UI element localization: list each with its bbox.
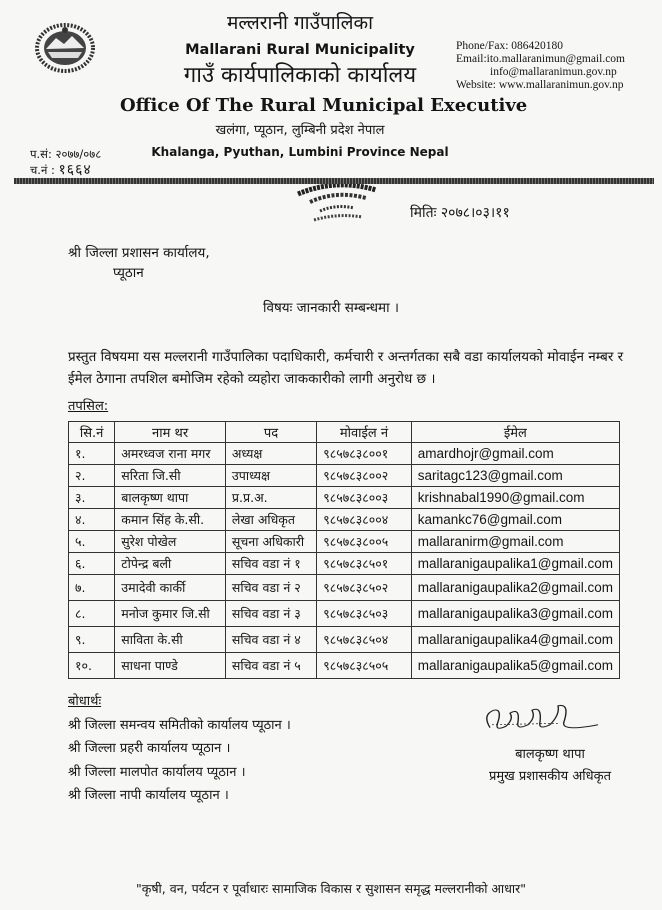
bodhartha-item: श्री जिल्ला नापी कार्यालय प्यूठान । — [68, 788, 229, 803]
cell-mobile: ९८५७८३८५०३ — [317, 601, 411, 627]
website-link[interactable]: Website: www.mallaranimun.gov.np — [456, 79, 624, 91]
cell-email[interactable]: saritagc123@gmail.com — [411, 465, 619, 487]
header-sn: सि.नं — [69, 422, 115, 443]
reference-block — [30, 146, 101, 178]
cell-name: अमरध्वज राना मगर — [115, 443, 226, 465]
table-row — [69, 531, 620, 553]
header-email: ईमेल — [411, 422, 619, 443]
cell-mobile: ९८५७८३८००५ — [317, 531, 411, 553]
cell-mobile: ९८५७८३८००३ — [317, 487, 411, 509]
cell-post: सूचना अधिकारी — [225, 531, 316, 553]
table-row — [69, 465, 620, 487]
table-row — [69, 509, 620, 531]
chalani-label: च.नं : — [30, 163, 55, 177]
addressee-city: प्यूठान — [113, 265, 144, 281]
cell-sn: ६. — [69, 553, 115, 575]
nepal-emblem-icon — [34, 22, 96, 74]
addressee — [68, 243, 210, 283]
municipality-name-np: मल्लरानी गाउँपालिका — [226, 12, 374, 34]
header-post: पद — [225, 422, 316, 443]
cell-post: सचिव वडा नं ४ — [225, 627, 316, 653]
signatory-block — [440, 744, 660, 788]
signatory-title: प्रमुख प्रशासकीय अधिकृत — [488, 769, 612, 784]
cell-name: कमान सिंह के.सी. — [115, 509, 226, 531]
cell-name: साधना पाण्डे — [115, 653, 226, 679]
cell-post: अध्यक्ष — [225, 443, 316, 465]
signatory-name: बालकृष्ण थापा — [515, 747, 585, 762]
cell-post: सचिव वडा नं ३ — [225, 601, 316, 627]
table-caption: तपसिल: — [68, 399, 109, 414]
cell-email[interactable]: mallaranirm@gmail.com — [411, 531, 619, 553]
cell-post: सचिव वडा नं २ — [225, 575, 316, 601]
table-row — [69, 443, 620, 465]
patra-sankhya: प.सं: २०७७/०७८ — [30, 147, 102, 161]
cell-sn: ९. — [69, 627, 115, 653]
cell-mobile: ९८५७८३८५०२ — [317, 575, 411, 601]
footer-motto: "कृषी, वन, पर्यटन र पूर्वाधारः सामाजिक विकास र सुशासन समृद्ध मल्लरानीको आधार" — [135, 881, 526, 896]
cell-sn: २. — [69, 465, 115, 487]
cell-name: टोपेन्द्र बली — [115, 553, 226, 575]
cell-sn: ५. — [69, 531, 115, 553]
contacts-table — [68, 421, 620, 679]
cell-name: सुरेश पोखेल — [115, 531, 226, 553]
cell-mobile: ९८५७८३८५०५ — [317, 653, 411, 679]
cell-sn: १. — [69, 443, 115, 465]
letter-date: मितिः २०७८।०३।११ — [410, 205, 510, 221]
table-row — [69, 601, 620, 627]
cell-post: सचिव वडा नं १ — [225, 553, 316, 575]
municipality-name-en: Mallarani Rural Municipality — [185, 42, 415, 58]
cell-name: मनोज कुमार जि.सी — [115, 601, 226, 627]
table-row — [69, 627, 620, 653]
table-row — [69, 575, 620, 601]
phone-fax: Phone/Fax: 086420180 — [456, 40, 564, 52]
office-name-np: गाउँ कार्यपालिकाको कार्यालय — [183, 63, 417, 88]
cell-mobile: ९८५७८३८००४ — [317, 509, 411, 531]
address-np: खलंगा, प्यूठान, लुम्बिनी प्रदेश नेपाल — [215, 123, 385, 138]
cell-sn: ३. — [69, 487, 115, 509]
cell-name: सरिता जि.सी — [115, 465, 226, 487]
cell-email[interactable]: krishnabal1990@gmail.com — [411, 487, 619, 509]
cell-mobile: ९८५७८३८५०१ — [317, 553, 411, 575]
cell-email[interactable]: mallaranigaupalika4@gmail.com — [411, 627, 619, 653]
table-row — [69, 653, 620, 679]
table-row — [69, 553, 620, 575]
chalani-number: १६६४ — [58, 162, 92, 178]
cell-email[interactable]: mallaranigaupalika1@gmail.com — [411, 553, 619, 575]
contact-block — [456, 40, 660, 92]
cell-name: साविता के.सी — [115, 627, 226, 653]
subject-line: विषयः जानकारी सम्बन्धमा । — [262, 300, 400, 316]
cell-name: उमादेवी कार्की — [115, 575, 226, 601]
bodhartha-title: बोधार्थः — [68, 694, 102, 709]
cell-post: प्र.प्र.अ. — [225, 487, 316, 509]
cell-email[interactable]: amardhojr@gmail.com — [411, 443, 619, 465]
cell-sn: १०. — [69, 653, 115, 679]
cell-sn: ८. — [69, 601, 115, 627]
cell-mobile: ९८५७८३८००१ — [317, 443, 411, 465]
cell-sn: ४. — [69, 509, 115, 531]
cell-sn: ७. — [69, 575, 115, 601]
cell-email[interactable]: kamankc76@gmail.com — [411, 509, 619, 531]
header-mobile: मोवाईल नं — [317, 422, 411, 443]
cell-post: लेखा अधिकृत — [225, 509, 316, 531]
header-name: नाम थर — [115, 422, 226, 443]
cell-post: सचिव वडा नं ५ — [225, 653, 316, 679]
table-header-row — [69, 422, 620, 443]
email-link[interactable]: Email:ito.mallaranimun@gmail.com — [456, 53, 625, 65]
bodhartha-item: श्री जिल्ला समन्वय समितीको कार्यालय प्यूठान । — [68, 717, 291, 733]
bodhartha-block — [68, 690, 291, 808]
cell-mobile: ९८५७८३८५०४ — [317, 627, 411, 653]
cell-email[interactable]: mallaranigaupalika2@gmail.com — [411, 575, 619, 601]
body-paragraph: प्रस्तुत विषयमा यस मल्लरानी गाउँपालिका पदाधिकारी, कर्मचारी र अन्तर्गतका सबै वडा कार्यालयको मोवाईन नम्बर र ईमेल ठेगाना तपशिल बमोजिम रहेको व्यहोरा जाककारीको लागी अनुरोध छ । — [68, 349, 624, 387]
address-en: Khalanga, Pyuthan, Lumbini Province Nepal — [151, 145, 449, 159]
cell-mobile: ९८५७८३८००२ — [317, 465, 411, 487]
office-seal-stamp-icon — [290, 184, 382, 224]
email-link-info[interactable]: info@mallaranimun.gov.np — [490, 66, 617, 78]
addressee-office: श्री जिल्ला प्रशासन कार्यालय, — [68, 245, 210, 261]
office-name-en: Office Of The Rural Municipal Executive — [120, 95, 528, 116]
bodhartha-item: श्री जिल्ला प्रहरी कार्यालय प्यूठान । — [68, 741, 231, 756]
table-row — [69, 487, 620, 509]
cell-post: उपाध्यक्ष — [225, 465, 316, 487]
handwritten-signature-icon — [480, 700, 600, 740]
cell-name: बालकृष्ण थापा — [115, 487, 226, 509]
cell-email[interactable]: mallaranigaupalika5@gmail.com — [411, 653, 619, 679]
cell-email[interactable]: mallaranigaupalika3@gmail.com — [411, 601, 619, 627]
bodhartha-item: श्री जिल्ला मालपोत कार्यालय प्यूठान । — [68, 764, 246, 780]
